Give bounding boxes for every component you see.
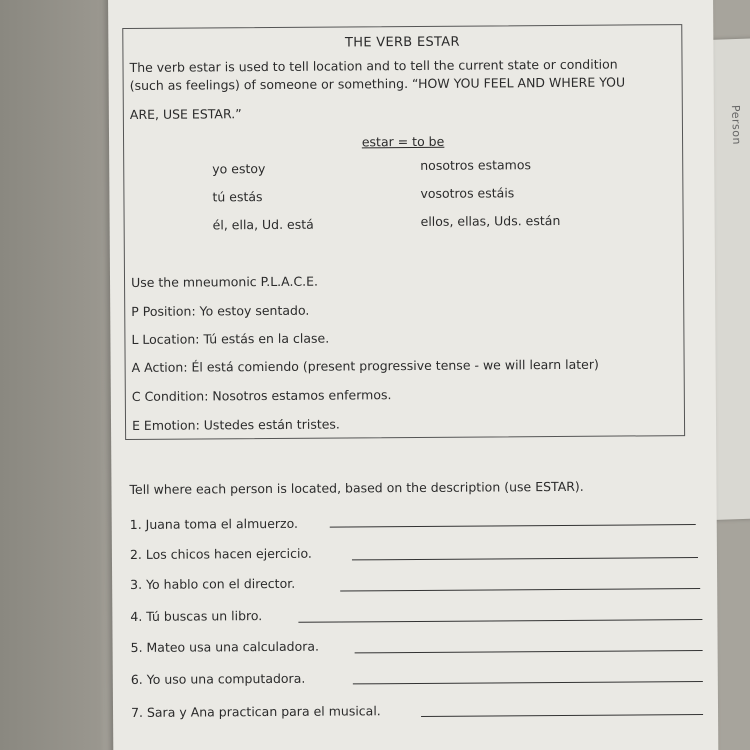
exercise-question: 3. Yo hablo con el director. — [130, 575, 296, 592]
background-page-text: Person — [728, 104, 744, 146]
exercise-question: 6. Yo uso una computadora. — [130, 670, 306, 687]
place-condition: C Condition: Nosotros estamos enfermos. — [131, 387, 392, 404]
worksheet-title: THE VERB ESTAR — [344, 34, 460, 51]
exercise-question: 5. Mateo usa una calculadora. — [130, 638, 320, 655]
place-emotion: E Emotion: Ustedes están tristes. — [131, 416, 340, 433]
exercise-item — [130, 543, 690, 567]
answer-line[interactable] — [352, 557, 698, 560]
place-position: P Position: Yo estoy sentado. — [131, 302, 310, 319]
place-action: A Action: Él está comiendo (present progressive tense - we will learn later) — [131, 356, 599, 375]
answer-line[interactable] — [421, 714, 703, 717]
exercise-item — [131, 701, 691, 725]
answer-line[interactable] — [340, 588, 700, 592]
conj-el: él, ella, Ud. está — [212, 216, 314, 233]
exercise-question: 7. Sara y Ana practican para el musical. — [130, 703, 381, 720]
conj-nosotros: nosotros estamos — [420, 157, 532, 173]
worksheet-paper — [108, 0, 718, 750]
mnemonic-intro: Use the mneumonic P.L.A.C.E. — [130, 273, 319, 290]
estar-explanation-box — [122, 24, 685, 440]
intro-text — [129, 55, 669, 95]
exercise-instructions: Tell where each person is located, based on the description (use ESTAR). — [129, 478, 584, 497]
exercise-question: 2. Los chicos hacen ejercicio. — [129, 545, 312, 562]
intro-line-3: ARE, USE ESTAR.” — [129, 106, 242, 122]
conj-vosotros: vosotros estáis — [420, 185, 515, 201]
conj-ellos: ellos, ellas, Uds. están — [420, 212, 561, 229]
exercise-item — [131, 636, 691, 660]
answer-line[interactable] — [353, 681, 703, 684]
exercise-question: 4. Tú buscas un libro. — [130, 608, 263, 624]
intro-line-1: The verb estar is used to tell location and to tell the current state or condition — [129, 56, 618, 75]
answer-line[interactable] — [355, 650, 703, 653]
exercise-question: 1. Juana toma el almuerzo. — [129, 515, 299, 532]
answer-line[interactable] — [330, 524, 696, 528]
intro-line-2: (such as feelings) of someone or something. “HOW YOU FEEL AND WHERE YOU — [129, 74, 626, 93]
conj-tu: tú estás — [212, 189, 263, 205]
exercise-item — [131, 668, 691, 692]
answer-line[interactable] — [298, 619, 702, 623]
exercise-item — [130, 573, 690, 597]
exercise-item — [130, 605, 690, 629]
conj-yo: yo estoy — [212, 161, 266, 177]
conjugation-heading: estar = to be — [361, 133, 445, 150]
exercise-item — [130, 513, 690, 537]
place-location: L Location: Tú estás en la clase. — [131, 330, 330, 347]
